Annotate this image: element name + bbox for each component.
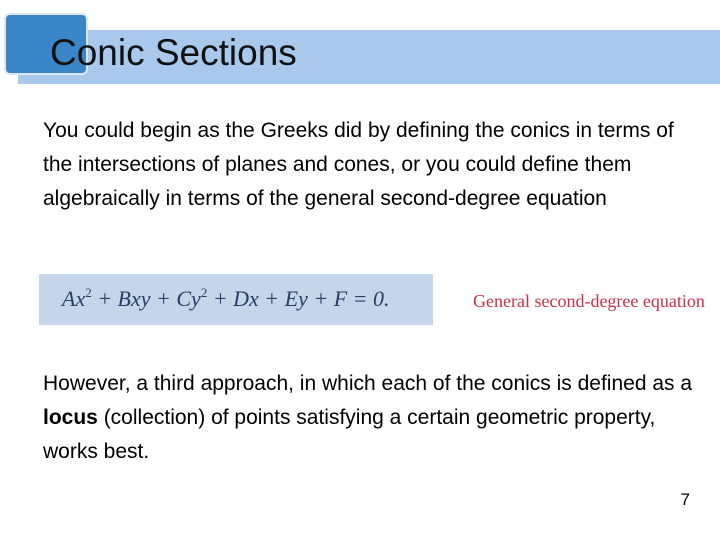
locus-text-after: (collection) of points satisfying a certain geometric property, works best. [43, 406, 656, 463]
equation-part: Ax [62, 286, 86, 311]
intro-paragraph: You could begin as the Greeks did by defining the conics in terms of the intersections of planes and cones, or you could define them algebraically in terms of the general second-degree equation [43, 119, 674, 210]
slide-title: Conic Sections [50, 32, 297, 73]
equation-part: + Dx + Ey + F = 0. [207, 286, 390, 311]
equation-part: + Bxy + Cy [91, 286, 201, 311]
locus-text-before: However, a third approach, in which each of the conics is defined as a [43, 372, 693, 395]
equation-exponent: 2 [85, 285, 92, 300]
equation-label: General second-degree equation [473, 291, 705, 311]
equation-exponent: 2 [200, 285, 208, 300]
general-equation [62, 284, 390, 314]
locus-term: locus [43, 406, 98, 429]
locus-paragraph [43, 367, 693, 469]
page-number: 7 [680, 490, 690, 509]
